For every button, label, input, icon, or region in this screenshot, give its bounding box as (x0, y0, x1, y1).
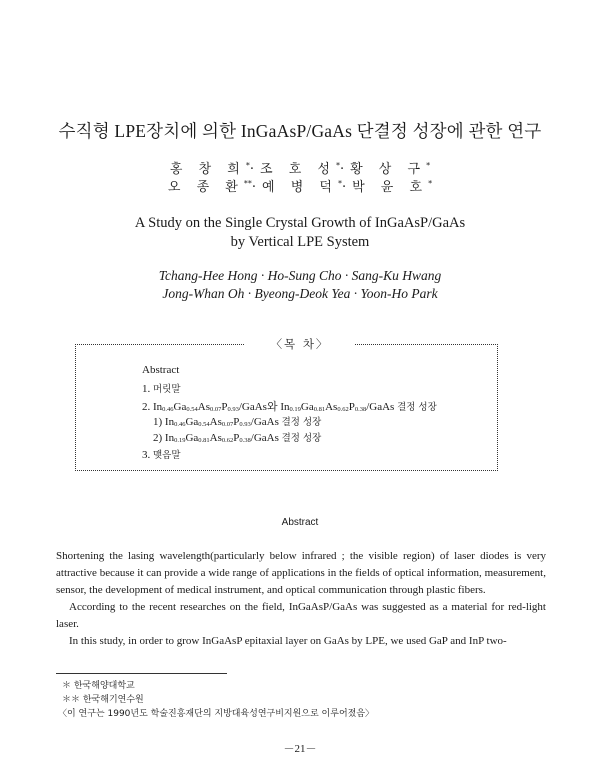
toc-subscript: 0.07 (221, 421, 234, 428)
toc-text: /GaAs (366, 401, 398, 413)
footnote-divider (56, 673, 227, 674)
toc-text: /GaAs (250, 432, 282, 444)
footnote-1: ＊ 한국해양대학교 (62, 681, 135, 691)
english-title-line-2: by Vertical LPE System (230, 234, 370, 250)
toc-text: Ga (173, 401, 187, 413)
toc-text: 3. (142, 449, 153, 461)
toc-subscript: 0.62 (337, 406, 349, 413)
toc-item (142, 398, 437, 414)
english-title-line-1: A Study on the Single Crystal Growth of InGaAsP/GaAs (134, 215, 466, 231)
toc-text: As (209, 416, 222, 428)
abstract-paragraph-1: Shortening the lasing wavelength(particularly below infrared ; the visible region) of laser diodes is very attractive because it can provide a wide range of applications in the fields of optical information, measurement, sensor, the development of medical instrument, and optical communication through plastic fibers. (56, 550, 546, 596)
toc-text: P (233, 432, 240, 444)
abstract-paragraph-2: According to the recent researches on the field, InGaAsP/GaAs was suggested as a material for red-light laser. (56, 601, 546, 630)
toc-item (142, 381, 181, 395)
abstract-paragraph-3: In this study, in order to grow InGaAsP epitaxial layer on GaAs by LPE, we used GaP and InP two- (69, 635, 507, 647)
affiliation-mark: * (337, 179, 342, 188)
korean-author-name: 황 상 구 (350, 162, 427, 177)
toc-subscript: 0.62 (221, 437, 234, 444)
toc-text: As (209, 432, 222, 444)
toc-text: /GaAs (250, 416, 282, 428)
author-separator: · (341, 180, 353, 195)
toc-text: /GaAs와 In (238, 401, 290, 413)
toc-subscript: 0.93 (227, 406, 239, 413)
footnote-3: 〈이 연구는 1990년도 학술진흥재단의 지방대육성연구비지원으로 이루어졌음〉 (58, 709, 375, 719)
toc-subscript: 0.54 (186, 406, 198, 413)
korean-author-name: 홍 창 희 (169, 162, 246, 177)
affiliation-mark: ** (243, 179, 252, 188)
toc-subscript: 0.07 (209, 406, 222, 413)
toc-text: P (221, 401, 228, 413)
toc-subscript: 0.38 (239, 437, 251, 444)
toc-item (153, 414, 321, 428)
korean-title: 수직형 LPE장치에 의한 InGaAsP/GaAs 단결정 성장에 관한 연구 (58, 121, 542, 141)
toc-text: 머릿말 (153, 384, 181, 395)
affiliation-mark: * (335, 161, 340, 170)
toc-text: 1) In (153, 416, 175, 428)
author-separator: · (251, 180, 263, 195)
toc-item (153, 430, 321, 444)
toc-subscript: 0.46 (162, 406, 174, 413)
korean-author-name: 박 윤 호 (352, 180, 429, 195)
english-authors-line-2: Jong-Whan Oh · Byeong-Deok Yea · Yoon-Ho Park (162, 286, 438, 301)
toc-text: As (197, 401, 210, 413)
toc-subscript: 0.54 (198, 421, 210, 428)
toc-text: 결정 성장 (281, 433, 322, 444)
abstract-heading: Abstract (281, 517, 319, 528)
toc-text: Ga (300, 401, 314, 413)
toc-text: P (348, 401, 355, 413)
toc-item (142, 364, 179, 376)
toc-item (142, 447, 181, 461)
toc-subscript: 0.19 (289, 406, 301, 413)
toc-text: 맺음말 (153, 450, 181, 461)
toc-subscript: 0.46 (174, 421, 186, 428)
affiliation-mark: * (428, 179, 433, 188)
toc-text: Ga (185, 432, 199, 444)
toc-subscript: 0.81 (198, 437, 210, 444)
affiliation-mark: * (426, 161, 431, 170)
korean-authors-line-2 (0, 176, 600, 195)
toc-text: 1. (142, 383, 153, 395)
korean-author-name: 조 호 성 (260, 162, 336, 177)
author-separator: · (249, 162, 261, 177)
toc-text: Abstract (142, 364, 180, 376)
author-separator: · (339, 162, 351, 177)
toc-text: 2) In (153, 432, 175, 444)
affiliation-mark: * (245, 161, 250, 170)
toc-text: P (233, 416, 240, 428)
toc-text: 결정 성장 (281, 417, 322, 428)
korean-author-name: 예 병 덕 (262, 180, 338, 195)
toc-subscript: 0.93 (239, 421, 251, 428)
toc-text: 결정 성장 (397, 402, 437, 413)
english-authors-line-1: Tchang-Hee Hong · Ho-Sung Cho · Sang-Ku Hwang (158, 268, 442, 283)
page-number: －21－ (283, 743, 317, 755)
toc-text: Ga (185, 416, 199, 428)
toc-subscript: 0.38 (354, 406, 367, 413)
korean-authors-line-1 (0, 158, 600, 177)
table-of-contents-heading: 〈목 차〉 (245, 336, 355, 352)
footnote-2: ＊＊ 한국해기연수원 (62, 695, 144, 705)
toc-text: 2. In (142, 401, 163, 413)
toc-text: As (325, 401, 338, 413)
toc-subscript: 0.19 (174, 437, 186, 444)
toc-subscript: 0.81 (313, 406, 326, 413)
korean-author-name: 오 종 환 (167, 180, 244, 195)
